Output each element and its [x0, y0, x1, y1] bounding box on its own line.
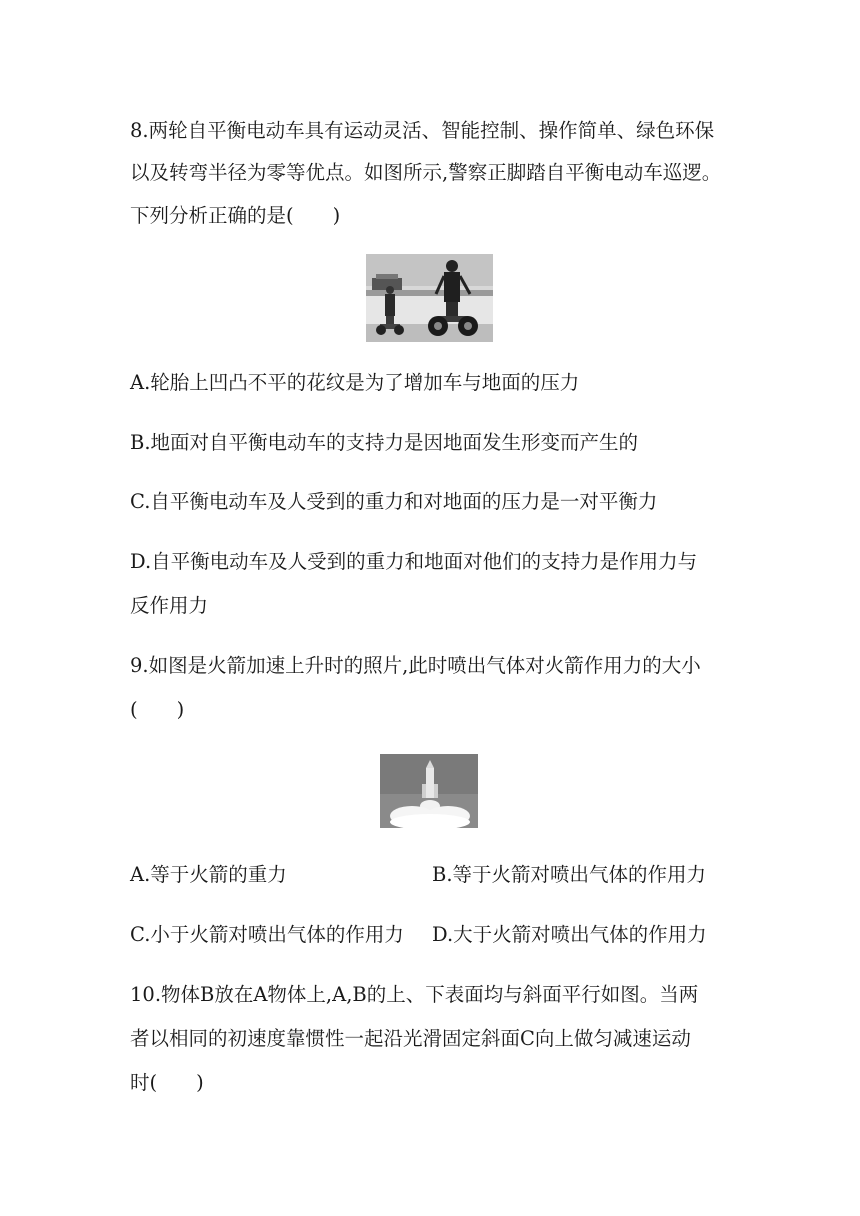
q10-stem-line-1: 10.物体B放在A物体上,A,B的上、下表面均与斜面平行如图。当两 [130, 983, 699, 1006]
q8-option-d-line-2: 反作用力 [130, 594, 209, 617]
q10-stem-line-2: 者以相同的初速度靠惯性一起沿光滑固定斜面C向上做匀减速运动 [130, 1027, 691, 1050]
q8-option-b: B.地面对自平衡电动车的支持力是因地面发生形变而产生的 [130, 431, 639, 454]
q9-option-d: D.大于火箭对喷出气体的作用力 [432, 923, 707, 946]
q8-stem-line-1: 8.两轮自平衡电动车具有运动灵活、智能控制、操作简单、绿色环保 [130, 119, 715, 142]
q9-option-b: B.等于火箭对喷出气体的作用力 [432, 863, 707, 886]
q8-option-c: C.自平衡电动车及人受到的重力和对地面的压力是一对平衡力 [130, 490, 658, 513]
q8-option-d-line-1: D.自平衡电动车及人受到的重力和地面对他们的支持力是作用力与 [130, 550, 698, 573]
segway-police-photo [366, 254, 493, 342]
q9-stem-line-2: ( ) [130, 698, 185, 721]
rocket-launch-photo [380, 754, 478, 828]
q8-stem-line-2: 以及转弯半径为零等优点。如图所示,警察正脚踏自平衡电动车巡逻。 [130, 161, 722, 184]
q9-stem-line-1: 9.如图是火箭加速上升时的照片,此时喷出气体对火箭作用力的大小 [130, 654, 701, 677]
q10-stem-line-3: 时( ) [130, 1071, 204, 1094]
q8-option-a: A.轮胎上凹凸不平的花纹是为了增加车与地面的压力 [130, 371, 580, 394]
q9-option-a: A.等于火箭的重力 [130, 863, 287, 886]
q8-stem-line-3: 下列分析正确的是( ) [130, 204, 341, 227]
q9-option-c: C.小于火箭对喷出气体的作用力 [130, 923, 404, 946]
